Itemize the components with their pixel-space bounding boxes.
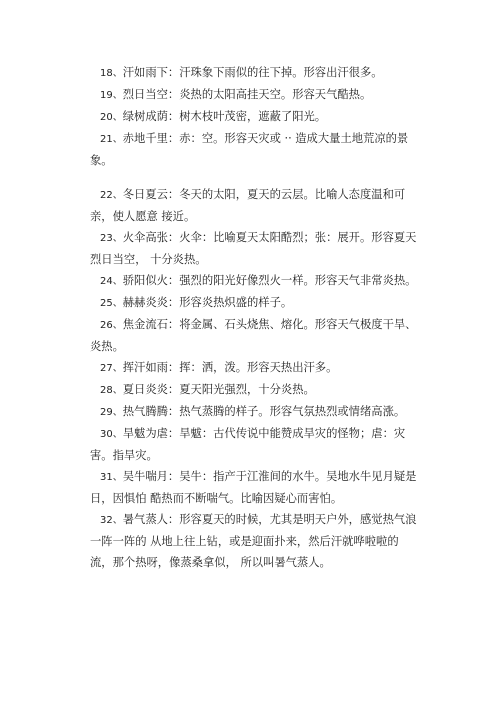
- item-number: 28、: [100, 385, 123, 396]
- item-number: 26、: [100, 320, 123, 331]
- item-text: 吴牛喘月：吴牛：指产于江淮间的水牛。吴地水牛见月疑是日，因惧怕 酷热而不断喘气。比喻因疑心而害怕。: [90, 470, 417, 505]
- list-item: [90, 62, 420, 84]
- item-number: 24、: [100, 276, 123, 287]
- list-item: [90, 314, 420, 357]
- list-item: [90, 227, 420, 270]
- list-item: [90, 379, 420, 401]
- item-number: 19、: [100, 90, 123, 101]
- item-number: 29、: [100, 407, 123, 418]
- item-number: 18、: [100, 68, 123, 79]
- list-item: [90, 84, 420, 106]
- item-text: 赤地千里：赤：空。形容天灾或 ·· 造成大量土地荒凉的景象。: [90, 132, 409, 167]
- item-text: 赫赫炎炎：形容炎热炽盛的样子。: [122, 296, 293, 309]
- list-item: [90, 184, 420, 227]
- item-number: 31、: [100, 472, 123, 483]
- item-number: 22、: [100, 190, 123, 201]
- item-number: 21、: [100, 134, 123, 145]
- list-item: [90, 423, 420, 466]
- item-text: 绿树成荫：树木枝叶茂密，遮蔽了阳光。: [122, 110, 327, 123]
- list-item: [90, 509, 420, 573]
- item-text: 烈日当空：炎热的太阳高挂天空。形容天气酷热。: [122, 88, 372, 101]
- item-text: 火伞高张：火伞：比喻夏天太阳酷烈；张：展开。形容夏天烈日当空， 十分炎热。: [90, 231, 417, 266]
- item-text: 夏日炎炎：夏天阳光强烈，十分炎热。: [122, 383, 315, 396]
- list-item: [90, 357, 420, 379]
- item-text: 冬日夏云：冬天的太阳，夏天的云层。比喻人态度温和可亲，使人愿意 接近。: [90, 188, 406, 223]
- list-item: [90, 401, 420, 423]
- item-number: 25、: [100, 298, 123, 309]
- item-number: 30、: [100, 429, 123, 440]
- item-text: 旱魃为虐：旱魃：古代传说中能赞成旱灾的怪物；虐：灾害。指旱灾。: [90, 427, 406, 462]
- item-number: 20、: [100, 112, 123, 123]
- list-item: [90, 466, 420, 509]
- item-number: 32、: [100, 515, 123, 526]
- item-text: 焦金流石：将金属、石头烧焦、熔化。形容天气极度干旱、炎热。: [90, 318, 417, 353]
- item-text: 热气腾腾：热气蒸腾的样子。形容气氛热烈或情绪高涨。: [122, 405, 406, 418]
- list-item: [90, 128, 420, 171]
- item-text: 汗如雨下：汗珠象下雨似的往下掉。形容出汗很多。: [122, 66, 383, 79]
- item-number: 27、: [100, 363, 123, 374]
- list-item: [90, 292, 420, 314]
- list-item: [90, 270, 420, 292]
- item-number: 23、: [100, 233, 123, 244]
- idiom-list: [90, 62, 420, 573]
- item-text: 骄阳似火：强烈的阳光好像烈火一样。形容天气非常炎热。: [122, 274, 417, 287]
- item-text: 挥汗如雨：挥：洒，泼。形容天热出汗多。: [122, 361, 338, 374]
- list-item: [90, 106, 420, 128]
- item-text: 暑气蒸人：形容夏天的时候，尤其是明天户外，感觉热气浪一阵一阵的 从地上往上钻，或是迎面扑来，然后汗就哗啦啦的流，那个热呀，像蒸桑拿似， 所以叫暑气蒸人。: [90, 513, 417, 569]
